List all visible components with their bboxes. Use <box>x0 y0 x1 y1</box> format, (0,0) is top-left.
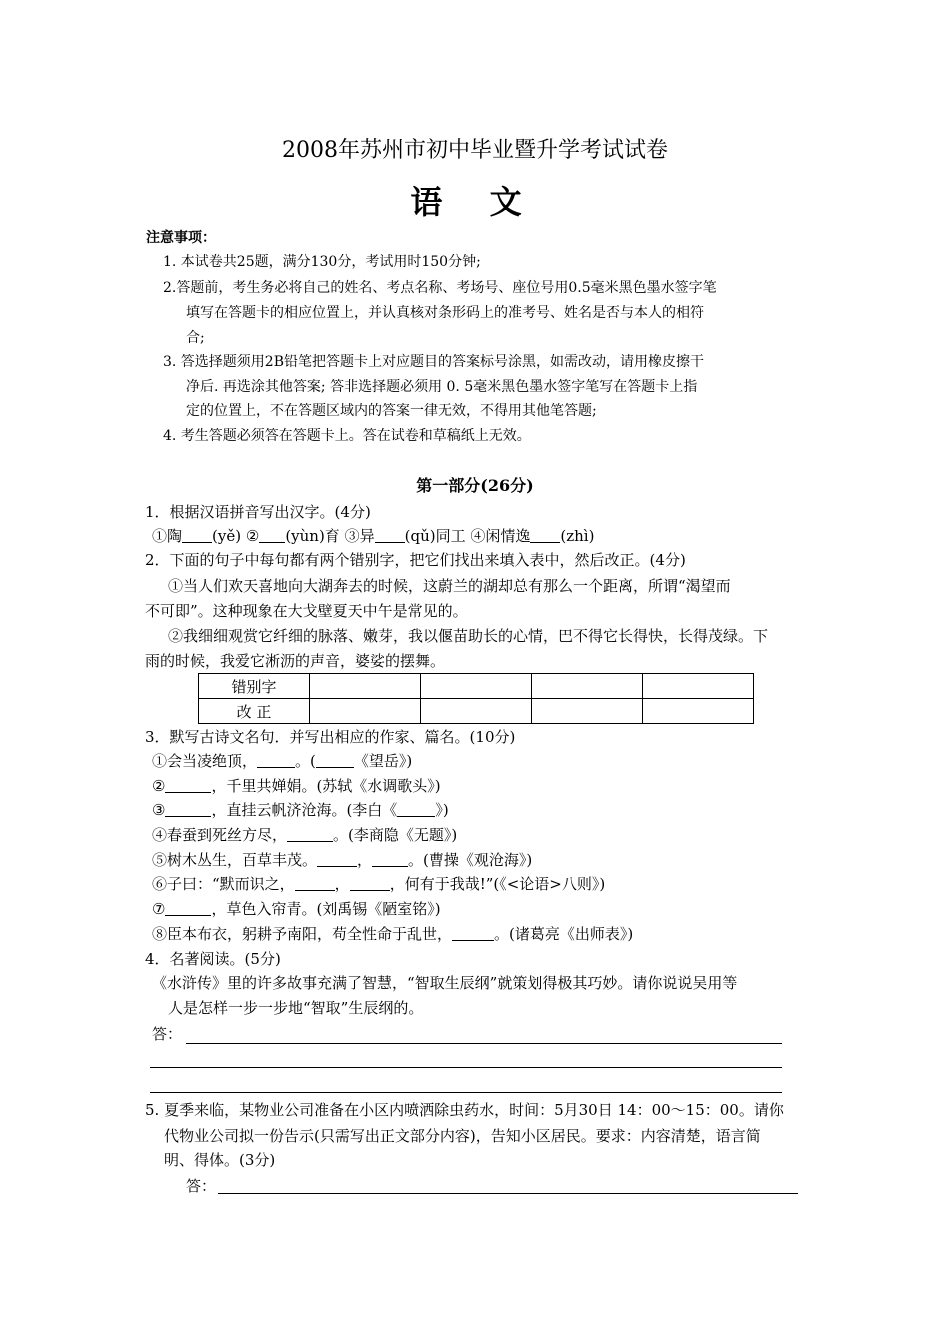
q3-blank[interactable] <box>350 876 390 891</box>
table-cell[interactable] <box>643 674 754 699</box>
table-cell[interactable] <box>643 699 754 724</box>
q3-line-6 <box>152 874 605 894</box>
table-row <box>199 699 754 724</box>
q3-blank[interactable] <box>165 778 211 793</box>
q1-blank-2[interactable] <box>259 528 285 543</box>
table-cell[interactable] <box>310 674 421 699</box>
q3-blank[interactable] <box>287 827 333 842</box>
q3-text: ⑤树木丛生，百草丰茂。 <box>152 851 318 869</box>
q3-text: ③ <box>152 801 166 819</box>
q3-blank[interactable] <box>316 753 354 768</box>
subject-title: 语 文 <box>410 183 540 221</box>
q2-sentence-1b: 不可即”。这种现象在大戈壁夏天中午是常见的。 <box>145 602 468 620</box>
q3-text: 。(诸葛亮《出师表》) <box>494 925 634 943</box>
q3-line-8 <box>152 924 633 944</box>
q5-stem-3: 明、得体。(3分) <box>164 1151 276 1169</box>
q3-text: ，草色入帘青。(刘禹锡《陋室铭》) <box>211 900 441 918</box>
q3-text: ④春蚕到死丝方尽， <box>152 826 288 844</box>
q3-text: ， <box>334 875 350 893</box>
q1-item-1-pre: ①陶 <box>152 527 183 545</box>
q1-item-4-post: (zhì) <box>560 527 595 545</box>
table-label-typo: 错别字 <box>199 674 310 699</box>
q1-item-1-post: (yě) <box>212 527 242 545</box>
q4-prompt-2: 人是怎样一步一步地“智取”生辰纲的。 <box>168 999 424 1017</box>
q1-item-3-post: (qǔ)同工 <box>404 527 466 545</box>
q3-blank[interactable] <box>295 876 335 891</box>
q3-stem: 3．默写古诗文名句．并写出相应的作家、篇名。(10分) <box>145 728 516 746</box>
q1-item-2-post: (yùn)育 <box>285 527 340 545</box>
exam-title: 2008年苏州市初中毕业暨升学考试试卷 <box>282 138 668 163</box>
note-line-7: 定的位置上，不在答题区域内的答案一律无效，不得用其他笔答题; <box>186 403 597 419</box>
q2-sentence-2b: 雨的时候，我爱它淅沥的声音，婆娑的摆舞。 <box>145 652 446 670</box>
table-cell[interactable] <box>421 674 532 699</box>
q3-blank[interactable] <box>165 901 211 916</box>
q5-answer-line[interactable] <box>218 1193 798 1194</box>
note-line-3: 填写在答题卡的相应位置上，并认真核对条形码上的准考号、姓名是否与本人的相符 <box>186 305 704 321</box>
note-line-6: 净后. 再选涂其他答案; 答非选择题必须用 0. 5毫米黑色墨水签字笔写在答题卡上指 <box>186 379 698 395</box>
table-label-correction: 改 正 <box>199 699 310 724</box>
note-line-1: 1. 本试卷共25题，满分130分，考试用时150分钟; <box>163 254 481 270</box>
q3-blank[interactable] <box>257 753 295 768</box>
q1-blank-4[interactable] <box>530 528 560 543</box>
q3-text: ⑦ <box>152 900 166 918</box>
table-cell[interactable] <box>532 674 643 699</box>
q3-line-4 <box>152 825 457 845</box>
q3-text: ， <box>357 851 373 869</box>
q3-line-3 <box>152 800 449 820</box>
q3-line-7 <box>152 899 441 919</box>
q4-prompt-1: 《水浒传》里的许多故事充满了智慧，“智取生辰纲”就策划得极其巧妙。请你说说吴用等 <box>152 974 738 992</box>
q3-blank[interactable] <box>452 926 494 941</box>
q3-text: ⑥子曰：“默而识之， <box>152 875 295 893</box>
q5-stem-1: 5. 夏季来临，某物业公司准备在小区内喷洒除虫药水，时间：5月30日 14：00～15：00。请你 <box>145 1101 784 1119</box>
q3-text: 《望岳》) <box>353 752 413 770</box>
note-line-8: 4. 考生答题必须答在答题卡上。答在试卷和草稿纸上无效。 <box>163 428 531 444</box>
q3-text: ⑧臣本布衣，躬耕予南阳，苟全性命于乱世， <box>152 925 453 943</box>
table-row <box>199 674 754 699</box>
table-cell[interactable] <box>421 699 532 724</box>
q3-blank[interactable] <box>372 852 408 867</box>
table-cell[interactable] <box>310 699 421 724</box>
q4-answer-line[interactable] <box>186 1043 782 1044</box>
q3-text: ，直挂云帆济沧海。(李白《 <box>211 801 398 819</box>
note-line-2: 2.答题前，考生务必将自己的姓名、考点名称、考场号、座位号用0.5毫米黑色墨水签字笔 <box>163 280 717 296</box>
table-cell[interactable] <box>532 699 643 724</box>
q1-blank-1[interactable] <box>182 528 212 543</box>
q3-blank[interactable] <box>165 802 211 817</box>
q3-text: ，千里共婵娟。(苏轼《水调歌头》) <box>211 777 441 795</box>
note-line-4: 合; <box>186 330 205 346</box>
q5-stem-2: 代物业公司拟一份告示(只需写出正文部分内容)，告知小区居民。要求：内容清楚，语言简 <box>164 1127 761 1145</box>
q4-answer-line[interactable] <box>150 1092 782 1093</box>
q3-blank[interactable] <box>397 802 435 817</box>
q3-line-2 <box>152 776 441 796</box>
q3-line-1 <box>152 751 412 771</box>
q1-stem: 1．根据汉语拼音写出汉字。(4分) <box>145 503 371 521</box>
q5-answer-label: 答： <box>186 1177 217 1195</box>
note-line-5: 3. 答选择题须用2B铅笔把答题卡上对应题目的答案标号涂黑，如需改动，请用橡皮擦干 <box>163 354 705 370</box>
q4-answer-label: 答： <box>152 1025 183 1043</box>
q4-answer-line[interactable] <box>150 1067 782 1068</box>
q1-item-2-pre: ② <box>245 527 260 545</box>
q2-sentence-1a: ①当人们欢天喜地向大湖奔去的时候，这蔚兰的湖却总有那么一个距离，所谓“渴望而 <box>168 577 731 595</box>
q4-stem: 4．名著阅读。(5分) <box>145 950 281 968</box>
q3-blank[interactable] <box>317 852 357 867</box>
q1-item-4-pre: ④闲情逸 <box>470 527 531 545</box>
q3-text: ①会当凌绝顶， <box>152 752 258 770</box>
q1-items <box>152 526 594 546</box>
q2-answer-table <box>198 673 754 724</box>
q2-stem: 2．下面的句子中每句都有两个错别字，把它们找出来填入表中，然后改正。(4分) <box>145 551 686 569</box>
notes-heading: 注意事项： <box>146 230 216 246</box>
q3-text: ② <box>152 777 166 795</box>
q3-text: 。( <box>295 752 316 770</box>
q3-text: 。(李商隐《无题》) <box>333 826 458 844</box>
q3-text: 》) <box>435 801 449 819</box>
q2-sentence-2a: ②我细细观赏它纤细的脉落、嫩芽，我以偃苗助长的心情，巴不得它长得快，长得茂绿。下 <box>168 627 769 645</box>
q1-item-3-pre: ③异 <box>344 527 375 545</box>
q3-line-5 <box>152 850 532 870</box>
q1-blank-3[interactable] <box>375 528 405 543</box>
q3-text: 。(曹操《观沧海》) <box>408 851 533 869</box>
part1-heading: 第一部分(26分) <box>416 476 534 495</box>
q3-text: ，何有于我哉!”(《<论语>八则》) <box>389 875 606 893</box>
